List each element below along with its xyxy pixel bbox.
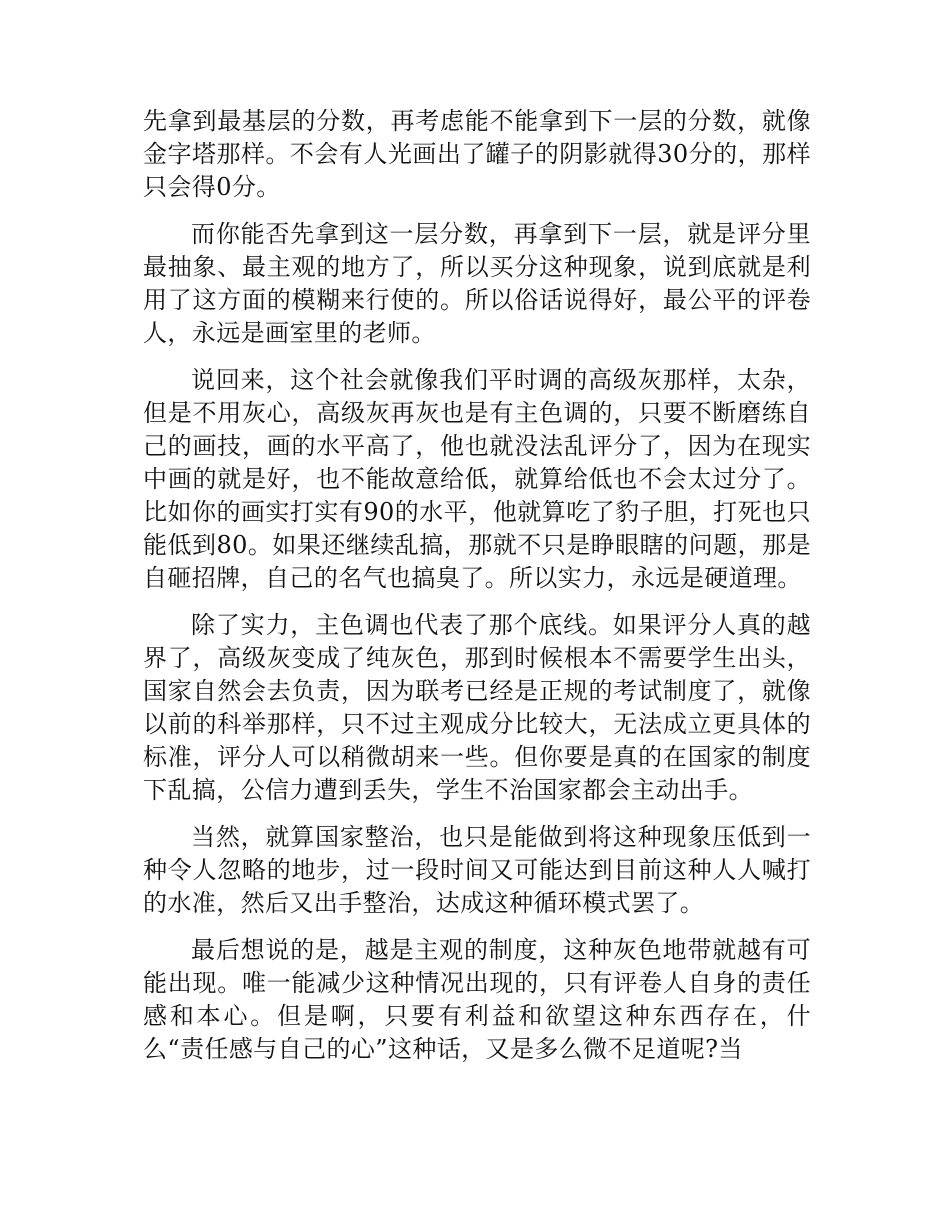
paragraph-2: 而你能否先拿到这一层分数，再拿到下一层，就是评分里最抽象、最主观的地方了，所以买分这种现象，说到底就是利用了这方面的模糊来行使的。所以俗话说得好，最公平的评卷人，永远是画室里的老师。 [143,220,811,347]
paragraph-3: 说回来，这个社会就像我们平时调的高级灰那样，太杂，但是不用灰心，高级灰再灰也是有主色调的，只要不断磨练自己的画技，画的水平高了，他也就没法乱评分了，因为在现实中画的就是好，也不能故意给低，就算给低也不会太过分了。比如你的画实打实有90的水平，他就算吃了豹子胆，打死也只能低到80。如果还继续乱搞，那就不只是睁眼瞎的问题，那是自砸招牌，自己的名气也搞臭了。所以实力，永远是硬道理。 [143,366,811,592]
paragraph-6: 最后想说的是，越是主观的制度，这种灰色地带就越有可能出现。唯一能减少这种情况出现的，只有评卷人自身的责任感和本心。但是啊，只要有利益和欲望这种东西存在，什么“责任感与自己的心”这种话，又是多么微不足道呢?当 [143,936,811,1063]
paragraph-5: 当然，就算国家整治，也只是能做到将这种现象压低到一种令人忽略的地步，过一段时间又可能达到目前这种人人喊打的水准，然后又出手整治，达成这种循环模式罢了。 [143,823,811,917]
document-page [143,105,811,1080]
paragraph-1: 先拿到最基层的分数，再考虑能不能拿到下一层的分数，就像金字塔那样。不会有人光画出了罐子的阴影就得30分的，那样只会得0分。 [143,107,811,201]
paragraph-4: 除了实力，主色调也代表了那个底线。如果评分人真的越界了，高级灰变成了纯灰色，那到时候根本不需要学生出头，国家自然会去负责，因为联考已经是正规的考试制度了，就像以前的科举那样，只不过主观成分比较大，无法成立更具体的标准，评分人可以稍微胡来一些。但你要是真的在国家的制度下乱搞，公信力遭到丢失，学生不治国家都会主动出手。 [143,611,811,804]
